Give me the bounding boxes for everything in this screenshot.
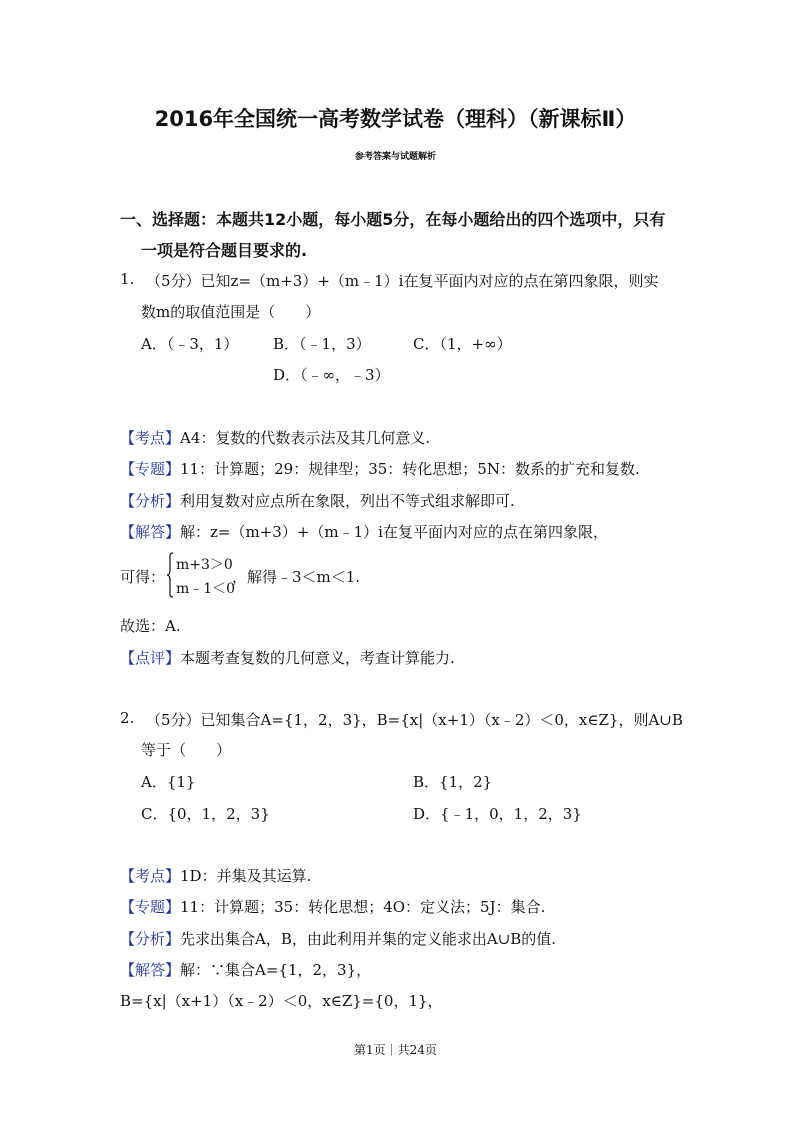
q1-option-c: C．（1，+∞） — [413, 335, 512, 353]
q2-zhuanti — [120, 896, 545, 917]
q1-dianping-tag: 【点评】 — [120, 649, 181, 667]
q2-option-d: D．{﹣1，0，1，2，3} — [413, 805, 582, 823]
q2-option-a: A．{1} — [141, 773, 196, 791]
document-title: 2016年全国统一高考数学试卷（理科）（新课标Ⅱ） — [154, 107, 637, 131]
q1-fenxi-text: 利用复数对应点所在象限，列出不等式组求解即可. — [180, 492, 515, 510]
q1-stem-line1: （5分）已知z=（m+3）+（m﹣1）i在复平面内对应的点在第四象限，则实 — [146, 272, 659, 290]
document-subtitle: 参考答案与试题解析 — [354, 152, 436, 162]
q1-kede-label: 可得： — [120, 568, 166, 586]
q1-zhuanti — [120, 458, 640, 479]
q2-jieda-tag: 【解答】 — [120, 961, 181, 979]
q2-fenxi-text: 先求出集合A，B，由此利用并集的定义能求出A∪B的值. — [180, 930, 557, 948]
q2-jieda-text: 解：∵集合A={1，2，3}， — [180, 961, 372, 979]
q2-fenxi-tag: 【分析】 — [120, 930, 181, 948]
q1-kaodian — [120, 427, 430, 448]
q1-dianping-text: 本题考查复数的几何意义，考查计算能力. — [180, 649, 455, 667]
q2-zhuanti-tag: 【专题】 — [120, 898, 181, 916]
q1-kaodian-tag: 【考点】 — [120, 429, 181, 447]
q2-zhuanti-text: 11：计算题；35：转化思想；4O：定义法；5J：集合. — [180, 898, 546, 916]
q2-stem-line2: 等于（ ） — [141, 741, 232, 759]
q1-result: ，解得﹣3＜m＜1. — [232, 568, 361, 586]
q2-kaodian-text: 1D：并集及其运算. — [180, 867, 312, 885]
q1-option-a: A．（﹣3，1） — [141, 335, 239, 353]
q1-dianping — [120, 647, 455, 668]
q1-system-row2: m﹣1＜0 — [176, 581, 236, 597]
q2-option-b: B．{1，2} — [413, 773, 493, 791]
section-heading-line2: 一项是符合题目要求的. — [141, 241, 308, 260]
q1-jieda — [120, 521, 608, 542]
q1-option-b: B．（﹣1，3） — [273, 335, 371, 353]
q2-jieda — [120, 959, 371, 980]
q2-kaodian-tag: 【考点】 — [120, 867, 181, 885]
q1-kaodian-text: A4：复数的代数表示法及其几何意义. — [180, 429, 431, 447]
q2-line-b: B={x|（x+1）（x﹣2）＜0，x∈Z}={0，1}， — [120, 992, 443, 1010]
q2-number: 2. — [120, 709, 135, 727]
q1-jieda-tag: 【解答】 — [120, 523, 181, 541]
brace-symbol — [166, 552, 174, 598]
q1-fenxi-tag: 【分析】 — [120, 492, 181, 510]
q1-number: 1. — [120, 270, 135, 288]
q1-fenxi — [120, 490, 515, 511]
q1-stem-line2: 数m的取值范围是（ ） — [141, 303, 321, 321]
q1-option-d: D．（﹣∞，﹣3） — [273, 366, 390, 384]
q1-zhuanti-text: 11：计算题；29：规律型；35：转化思想；5N：数系的扩充和复数. — [180, 460, 640, 478]
q1-conclusion: 故选：A. — [120, 617, 181, 635]
q1-system-row1: m+3＞0 — [176, 557, 233, 573]
q1-jieda-text: 解：z=（m+3）+（m﹣1）i在复平面内对应的点在第四象限， — [180, 523, 608, 541]
q2-kaodian — [120, 865, 311, 886]
q2-fenxi — [120, 928, 556, 949]
q2-option-c: C．{0，1，2，3} — [141, 805, 270, 823]
q2-stem-line1: （5分）已知集合A={1，2，3}，B={x|（x+1）（x﹣2）＜0，x∈Z}，则A∪B — [146, 711, 683, 729]
section-heading-line1: 一、选择题：本题共12小题，每小题5分，在每小题给出的四个选项中，只有 — [120, 210, 666, 229]
q1-zhuanti-tag: 【专题】 — [120, 460, 181, 478]
page-footer: 第1页｜共24页 — [354, 1043, 437, 1057]
